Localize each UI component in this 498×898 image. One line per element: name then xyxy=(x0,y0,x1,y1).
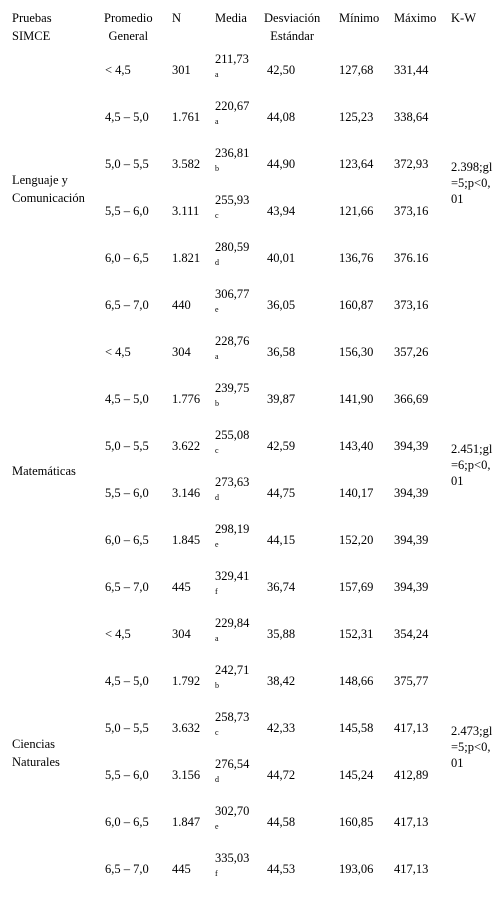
media-value: 329,41 xyxy=(215,569,250,583)
desviacion-cell: 44,58 xyxy=(267,815,296,829)
table-row xyxy=(0,845,498,892)
media-value: 258,73 xyxy=(215,710,250,724)
media-cell xyxy=(215,519,251,559)
media-value: 273,63 xyxy=(215,475,250,489)
media-value: 298,19 xyxy=(215,522,250,536)
media-value: 211,73 xyxy=(215,52,249,66)
media-superscript: c xyxy=(215,446,219,455)
media-value: 280,59 xyxy=(215,240,250,254)
media-superscript: a xyxy=(215,352,219,361)
promedio-cell: 5,5 – 6,0 xyxy=(105,486,149,500)
table-row xyxy=(0,610,498,657)
maximo-cell: 373,16 xyxy=(394,298,429,312)
n-cell: 3.632 xyxy=(172,721,201,735)
n-cell: 301 xyxy=(172,63,191,77)
media-superscript: a xyxy=(215,70,219,79)
maximo-cell: 417,13 xyxy=(394,862,429,876)
maximo-cell: 331,44 xyxy=(394,63,429,77)
n-cell: 1.847 xyxy=(172,815,201,829)
minimo-cell: 145,24 xyxy=(339,768,374,782)
n-cell: 3.146 xyxy=(172,486,201,500)
n-cell: 1.821 xyxy=(172,251,201,265)
media-superscript: e xyxy=(215,540,219,549)
media-value: 335,03 xyxy=(215,851,250,865)
promedio-cell: < 4,5 xyxy=(105,627,131,641)
minimo-cell: 127,68 xyxy=(339,63,374,77)
promedio-cell: 5,0 – 5,5 xyxy=(105,439,149,453)
promedio-cell: 6,0 – 6,5 xyxy=(105,251,149,265)
header-maximo: Máximo xyxy=(394,11,437,25)
maximo-cell: 375,77 xyxy=(394,674,429,688)
maximo-cell: 376.16 xyxy=(394,251,429,265)
media-superscript: b xyxy=(215,681,219,690)
media-value: 220,67 xyxy=(215,99,250,113)
media-superscript: c xyxy=(215,728,219,737)
promedio-cell: 4,5 – 5,0 xyxy=(105,110,149,124)
maximo-cell: 394,39 xyxy=(394,533,429,547)
media-cell xyxy=(215,143,251,183)
maximo-cell: 394,39 xyxy=(394,580,429,594)
n-cell: 1.761 xyxy=(172,110,201,124)
media-superscript: d xyxy=(215,775,219,784)
media-superscript: d xyxy=(215,493,219,502)
promedio-cell: 5,0 – 5,5 xyxy=(105,157,149,171)
desviacion-cell: 38,42 xyxy=(267,674,296,688)
table-row xyxy=(0,281,498,328)
subject-label: Ciencias Naturales xyxy=(12,737,60,769)
minimo-cell: 193,06 xyxy=(339,862,374,876)
table-row xyxy=(0,657,498,704)
media-value: 228,76 xyxy=(215,334,250,348)
desviacion-cell: 44,08 xyxy=(267,110,296,124)
table-row xyxy=(0,751,498,798)
media-superscript: a xyxy=(215,117,219,126)
n-cell: 445 xyxy=(172,580,191,594)
media-cell xyxy=(215,190,251,230)
header-pruebas-simce: Pruebas SIMCE xyxy=(12,11,52,43)
table-row xyxy=(0,328,498,375)
maximo-cell: 417,13 xyxy=(394,721,429,735)
desviacion-cell: 44,90 xyxy=(267,157,296,171)
desviacion-cell: 42,59 xyxy=(267,439,296,453)
header-minimo: Mínimo xyxy=(339,11,380,25)
table-row xyxy=(0,234,498,281)
kw-statistic: 2.451;gl=6;p<0,01 xyxy=(451,442,493,488)
n-cell: 3.622 xyxy=(172,439,201,453)
desviacion-cell: 36,58 xyxy=(267,345,296,359)
media-value: 276,54 xyxy=(215,757,250,771)
media-superscript: b xyxy=(215,399,219,408)
n-cell: 3.111 xyxy=(172,204,200,218)
header-media: Media xyxy=(215,11,247,25)
media-superscript: c xyxy=(215,211,219,220)
media-cell xyxy=(215,49,251,89)
minimo-cell: 141,90 xyxy=(339,392,374,406)
kw-statistic: 2.473;gl=5;p<0,01 xyxy=(451,724,493,770)
media-cell xyxy=(215,284,251,324)
desviacion-cell: 36,05 xyxy=(267,298,296,312)
media-value: 255,08 xyxy=(215,428,250,442)
minimo-cell: 125,23 xyxy=(339,110,374,124)
maximo-cell: 394,39 xyxy=(394,439,429,453)
table-row xyxy=(0,375,498,422)
n-cell: 1.776 xyxy=(172,392,201,406)
media-superscript: f xyxy=(215,587,218,596)
header-desviacion-estandar: Desviación Estándar xyxy=(264,11,321,43)
media-cell xyxy=(215,754,251,794)
subject-label: Lenguaje y Comunicación xyxy=(12,173,85,205)
media-cell xyxy=(215,378,251,418)
minimo-cell: 148,66 xyxy=(339,674,374,688)
desviacion-cell: 44,53 xyxy=(267,862,296,876)
media-cell xyxy=(215,331,251,371)
minimo-cell: 121,66 xyxy=(339,204,374,218)
media-value: 242,71 xyxy=(215,663,250,677)
table-row xyxy=(0,516,498,563)
media-cell xyxy=(215,613,251,653)
maximo-cell: 366,69 xyxy=(394,392,429,406)
header-promedio-general: Promedio General xyxy=(104,11,153,43)
minimo-cell: 143,40 xyxy=(339,439,374,453)
subject-label: Matemáticas xyxy=(12,464,76,478)
promedio-cell: 6,5 – 7,0 xyxy=(105,862,149,876)
media-value: 239,75 xyxy=(215,381,250,395)
media-cell xyxy=(215,660,251,700)
media-cell xyxy=(215,801,251,841)
promedio-cell: 4,5 – 5,0 xyxy=(105,392,149,406)
promedio-cell: 5,5 – 6,0 xyxy=(105,204,149,218)
media-superscript: f xyxy=(215,869,218,878)
promedio-cell: 6,5 – 7,0 xyxy=(105,580,149,594)
media-superscript: a xyxy=(215,634,219,643)
media-cell xyxy=(215,237,251,277)
promedio-cell: 6,5 – 7,0 xyxy=(105,298,149,312)
n-cell: 3.156 xyxy=(172,768,201,782)
table-row xyxy=(0,563,498,610)
media-superscript: d xyxy=(215,258,219,267)
desviacion-cell: 42,50 xyxy=(267,63,296,77)
maximo-cell: 373,16 xyxy=(394,204,429,218)
n-cell: 304 xyxy=(172,345,191,359)
kw-statistic: 2.398;gl=5;p<0,01 xyxy=(451,160,493,206)
desviacion-cell: 39,87 xyxy=(267,392,296,406)
maximo-cell: 357,26 xyxy=(394,345,429,359)
promedio-cell: 5,0 – 5,5 xyxy=(105,721,149,735)
media-cell xyxy=(215,425,251,465)
promedio-cell: 4,5 – 5,0 xyxy=(105,674,149,688)
desviacion-cell: 44,72 xyxy=(267,768,296,782)
desviacion-cell: 35,88 xyxy=(267,627,296,641)
promedio-cell: 6,0 – 6,5 xyxy=(105,815,149,829)
desviacion-cell: 44,15 xyxy=(267,533,296,547)
maximo-cell: 338,64 xyxy=(394,110,429,124)
header-n: N xyxy=(172,11,182,25)
n-cell: 1.792 xyxy=(172,674,201,688)
table-row xyxy=(0,798,498,845)
promedio-cell: 5,5 – 6,0 xyxy=(105,768,149,782)
minimo-cell: 123,64 xyxy=(339,157,374,171)
table-row xyxy=(0,93,498,140)
minimo-cell: 160,87 xyxy=(339,298,374,312)
desviacion-cell: 43,94 xyxy=(267,204,296,218)
media-superscript: e xyxy=(215,822,219,831)
promedio-cell: < 4,5 xyxy=(105,345,131,359)
maximo-cell: 394,39 xyxy=(394,486,429,500)
n-cell: 1.845 xyxy=(172,533,201,547)
n-cell: 304 xyxy=(172,627,191,641)
promedio-cell: < 4,5 xyxy=(105,63,131,77)
minimo-cell: 145,58 xyxy=(339,721,374,735)
n-cell: 3.582 xyxy=(172,157,201,171)
table-row xyxy=(0,46,498,93)
media-cell xyxy=(215,472,251,512)
media-value: 255,93 xyxy=(215,193,250,207)
header-kw: K-W xyxy=(451,11,476,25)
minimo-cell: 152,20 xyxy=(339,533,374,547)
minimo-cell: 160,85 xyxy=(339,815,374,829)
media-cell xyxy=(215,848,251,888)
media-value: 306,77 xyxy=(215,287,250,301)
table-row xyxy=(0,704,498,751)
media-superscript: b xyxy=(215,164,219,173)
maximo-cell: 372,93 xyxy=(394,157,429,171)
media-value: 302,70 xyxy=(215,804,250,818)
maximo-cell: 412,89 xyxy=(394,768,429,782)
desviacion-cell: 42,33 xyxy=(267,721,296,735)
desviacion-cell: 44,75 xyxy=(267,486,296,500)
media-superscript: e xyxy=(215,305,219,314)
minimo-cell: 136,76 xyxy=(339,251,374,265)
n-cell: 445 xyxy=(172,862,191,876)
maximo-cell: 354,24 xyxy=(394,627,429,641)
desviacion-cell: 40,01 xyxy=(267,251,296,265)
media-cell xyxy=(215,566,251,606)
desviacion-cell: 36,74 xyxy=(267,580,296,594)
minimo-cell: 152,31 xyxy=(339,627,374,641)
minimo-cell: 156,30 xyxy=(339,345,374,359)
media-cell xyxy=(215,96,251,136)
minimo-cell: 157,69 xyxy=(339,580,374,594)
media-cell xyxy=(215,707,251,747)
maximo-cell: 417,13 xyxy=(394,815,429,829)
n-cell: 440 xyxy=(172,298,191,312)
media-value: 229,84 xyxy=(215,616,250,630)
media-value: 236,81 xyxy=(215,146,250,160)
minimo-cell: 140,17 xyxy=(339,486,374,500)
promedio-cell: 6,0 – 6,5 xyxy=(105,533,149,547)
